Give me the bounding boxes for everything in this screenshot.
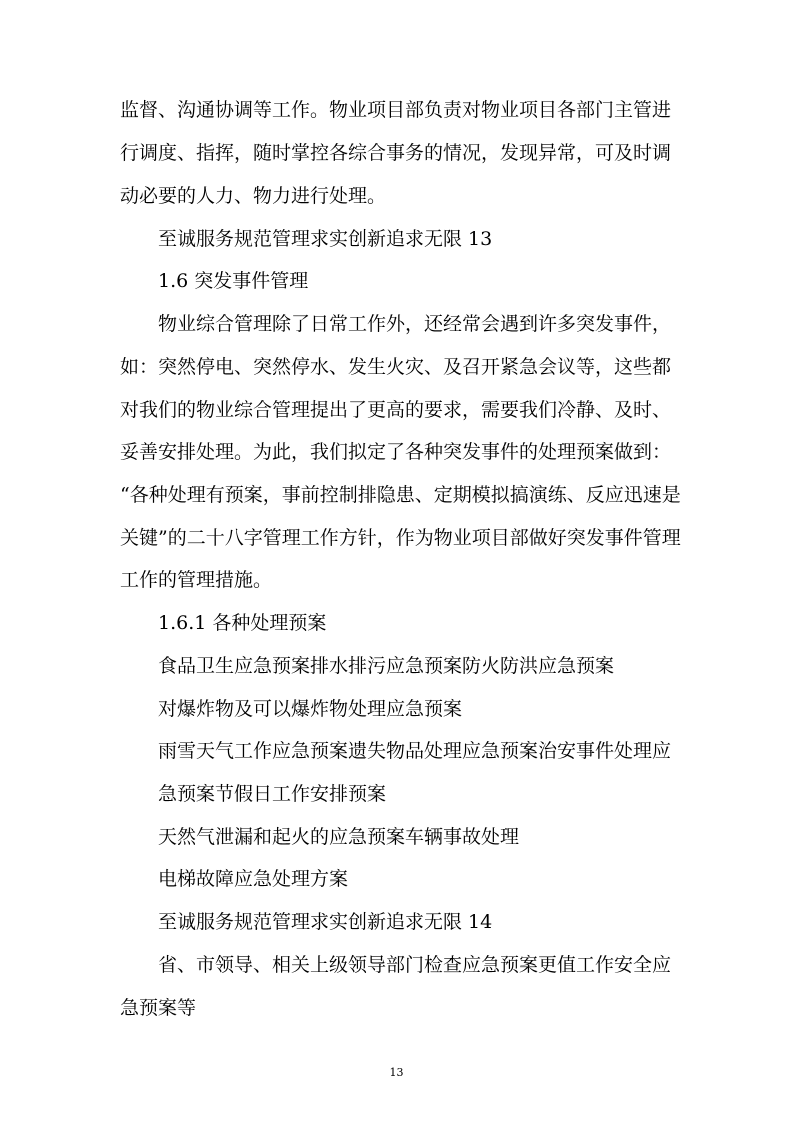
- text-line: 妥善安排处理。为此，我们拟定了各种突发事件的处理预案做到：: [120, 441, 672, 463]
- text-line: 对爆炸物及可以爆炸物处理应急预案: [158, 698, 463, 720]
- text-line: 关键”的二十八字管理工作方针，作为物业项目部做好突发事件管理: [120, 527, 681, 549]
- subsection-heading: 1.6.1 各种处理预案: [158, 612, 327, 634]
- header-line: 至诚服务规范管理求实创新追求无限 14: [158, 911, 493, 933]
- text-line: 行调度、指挥，随时掌控各综合事务的情况，发现异常，可及时调: [120, 142, 672, 164]
- section-heading: 1.6 突发事件管理: [158, 270, 309, 292]
- header-line: 至诚服务规范管理求实创新追求无限 13: [158, 228, 493, 250]
- text-line: 监督、沟通协调等工作。物业项目部负责对物业项目各部门主管进: [120, 99, 672, 121]
- text-line: 急预案节假日工作安排预案: [158, 783, 387, 805]
- page-number: 13: [389, 1066, 404, 1079]
- text-line: 雨雪天气工作应急预案遗失物品处理应急预案治安事件处理应: [158, 740, 672, 762]
- text-line: 急预案等: [120, 997, 197, 1019]
- text-line: 对我们的物业综合管理提出了更高的要求，需要我们冷静、及时、: [120, 399, 672, 421]
- text-line: 工作的管理措施。: [120, 569, 273, 591]
- text-line: 省、市领导、相关上级领导部门检查应急预案更值工作安全应: [158, 954, 672, 976]
- text-line: 天然气泄漏和起火的应急预案车辆事故处理: [158, 826, 520, 848]
- text-line: 如：突然停电、突然停水、发生火灾、及召开紧急会议等，这些都: [120, 356, 672, 378]
- text-line: 食品卫生应急预案排水排污应急预案防火防洪应急预案: [158, 655, 615, 677]
- text-line: “各种处理有预案，事前控制排隐患、定期模拟搞演练、反应迅速是: [120, 484, 681, 506]
- text-line: 物业综合管理除了日常工作外，还经常会遇到许多突发事件，: [158, 313, 672, 335]
- text-line: 电梯故障应急处理方案: [158, 868, 349, 890]
- text-line: 动必要的人力、物力进行处理。: [120, 185, 387, 207]
